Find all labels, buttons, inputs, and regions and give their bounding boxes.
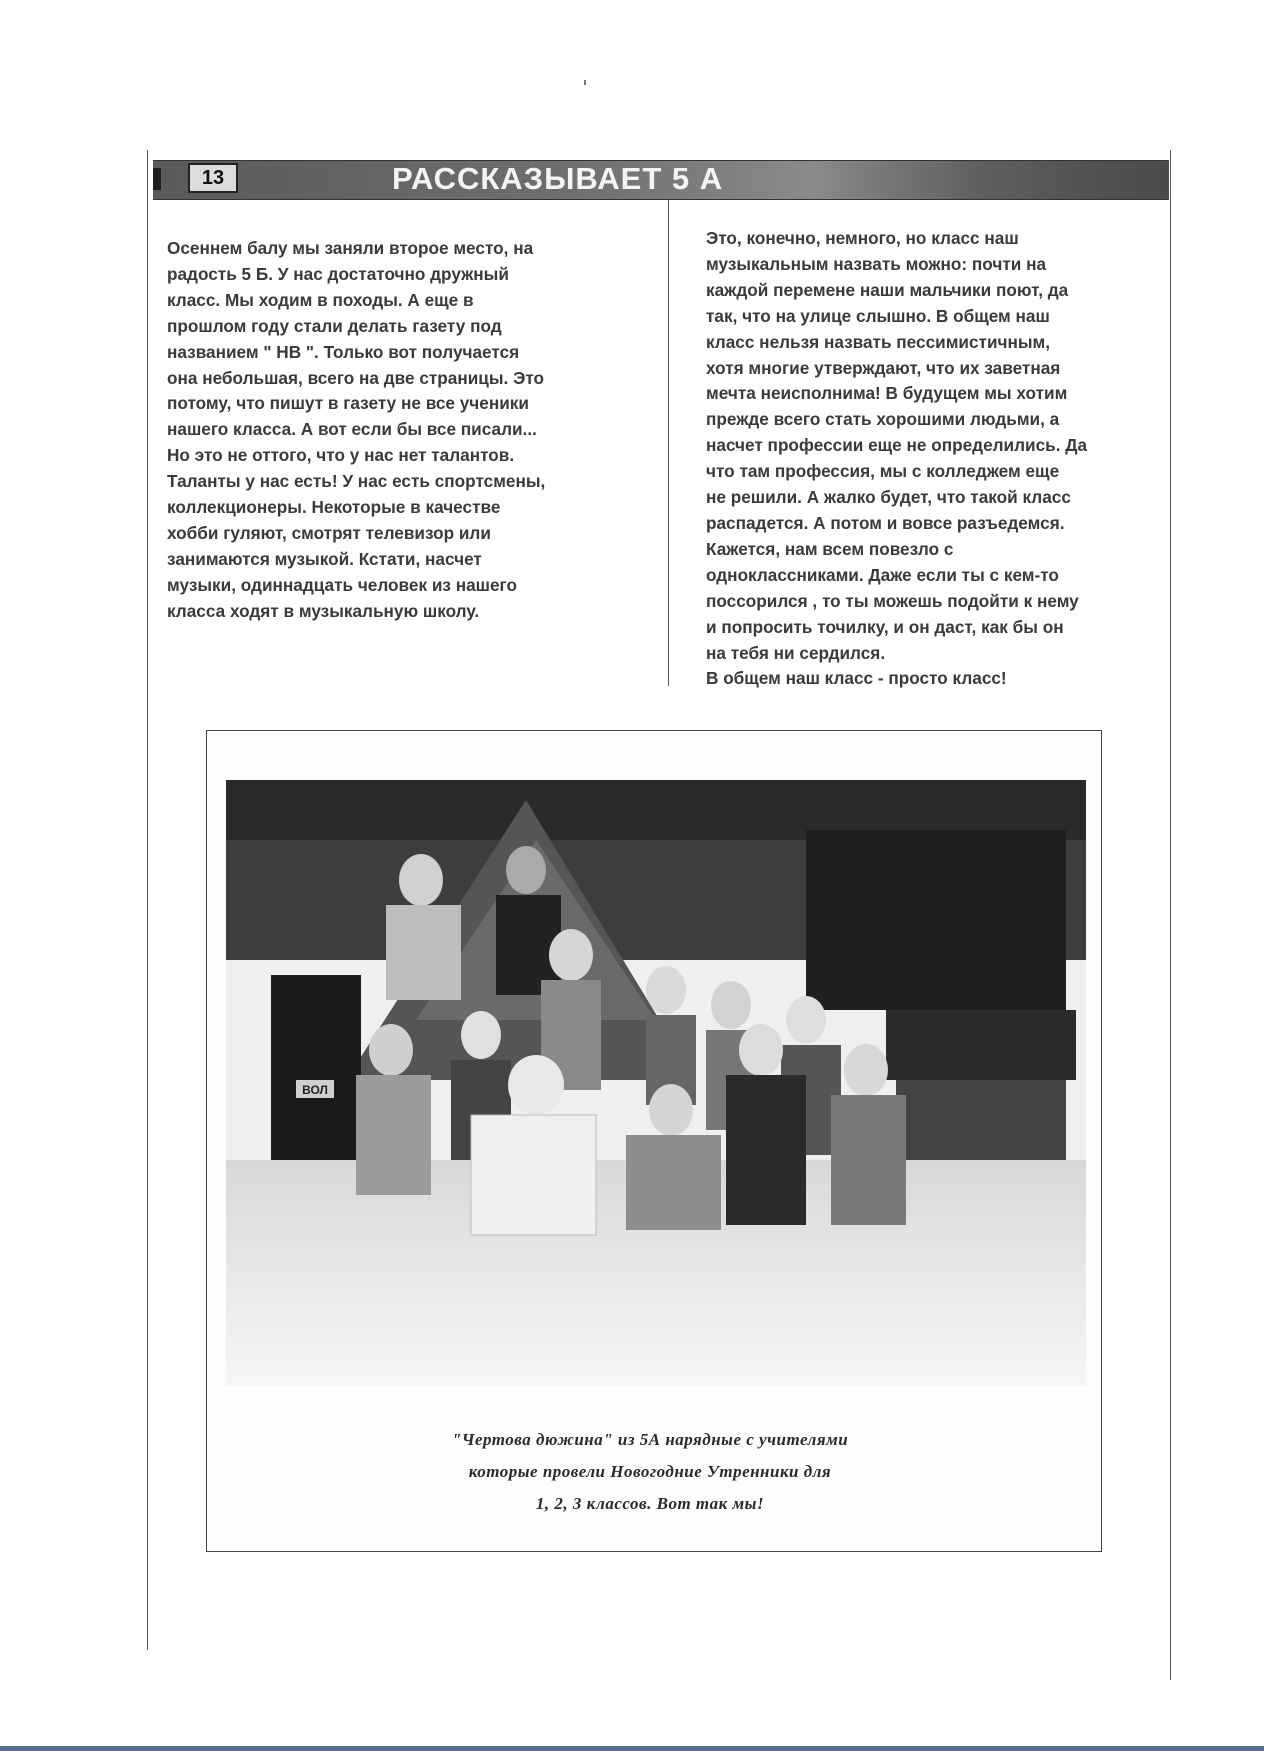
text-line: нашего класса. А вот если бы все писали...	[167, 419, 537, 440]
text-line: она небольшая, всего на две страницы. Это	[167, 367, 545, 388]
text-line: и попросить точилку, и он даст, как бы он	[706, 616, 1064, 637]
text-line: хотя многие утверждают, что их заветная	[706, 357, 1061, 378]
text-line: Но это не оттого, что у нас нет талантов.	[167, 445, 515, 466]
text-line: распадется. А потом и вовсе разъедемся.	[706, 512, 1065, 533]
text-line: музыкальным назвать можно: почти на	[706, 253, 1047, 274]
class-photo	[226, 780, 1086, 1386]
caption-line: которые провели Новогодние Утренники для	[468, 1462, 832, 1481]
text-line: на тебя ни сердился.	[706, 642, 886, 663]
scan-bottom-edge	[0, 1746, 1264, 1751]
text-line: класса ходят в музыкальную школу.	[167, 600, 480, 621]
text-line: В общем наш класс - просто класс!	[706, 668, 1007, 689]
text-line: одноклассниками. Даже если ты с кем-то	[706, 564, 1059, 585]
text-line: Это, конечно, немного, но класс наш	[706, 228, 1019, 248]
text-line: что там профессия, мы с колледжем еще	[706, 461, 1060, 482]
text-line: занимаются музыкой. Кстати, насчет	[167, 548, 482, 569]
text-line: радость 5 Б. У нас достаточно дружный	[167, 263, 509, 284]
text-line: коллекционеры. Некоторые в качестве	[167, 497, 501, 518]
speaker-sign: ВОЛ	[302, 1083, 328, 1097]
right-frame-line	[1170, 150, 1171, 1680]
column-divider	[668, 198, 669, 686]
text-line: Кажется, нам всем повезло с	[706, 538, 954, 559]
text-line: так, что на улице слышно. В общем наш	[706, 305, 1050, 326]
scan-speck	[584, 80, 586, 85]
caption-line: 1, 2, 3 классов. Вот так мы!	[535, 1494, 765, 1513]
text-line: класс нельзя назвать пессимистичным,	[706, 331, 1051, 352]
page-number: 13	[188, 163, 238, 193]
text-line: класс. Мы ходим в походы. А еще в	[167, 289, 474, 310]
text-line: прежде всего стать хорошими людьми, а	[706, 409, 1060, 430]
text-line: мечта неисполнима! В будущем мы хотим	[706, 383, 1068, 404]
left-frame-line	[147, 150, 148, 1650]
text-line: не решили. А жалко будет, что такой класс	[706, 487, 1071, 508]
text-line: каждой перемене наши мальчики поют, да	[706, 279, 1069, 300]
article-left-column	[167, 236, 545, 625]
header-notch	[153, 168, 161, 190]
class-photo-illustration	[226, 780, 1086, 1386]
text-line: потому, что пишут в газету не все ученики	[167, 393, 529, 414]
text-line: Таланты у нас есть! У нас есть спортсмены,	[167, 471, 546, 492]
photo-caption	[300, 1424, 1000, 1520]
text-line: поссорился , то ты можешь подойти к нему	[706, 590, 1079, 611]
text-line: музыки, одиннадцать человек из нашего	[167, 574, 517, 595]
article-right-column	[706, 226, 1087, 692]
text-line: Осеннем балу мы заняли второе место, на	[167, 238, 534, 258]
text-line: хобби гуляют, смотрят телевизор или	[167, 522, 491, 543]
text-line: прошлом году стали делать газету под	[167, 315, 502, 336]
text-line: насчет профессии еще не определились. Да	[706, 435, 1088, 456]
section-title: РАССКАЗЫВАЕТ 5 А	[392, 161, 724, 196]
text-line: названием " НВ ". Только вот получается	[167, 341, 520, 362]
caption-line: "Чертова дюжина" из 5А нарядные с учителями	[451, 1430, 849, 1449]
